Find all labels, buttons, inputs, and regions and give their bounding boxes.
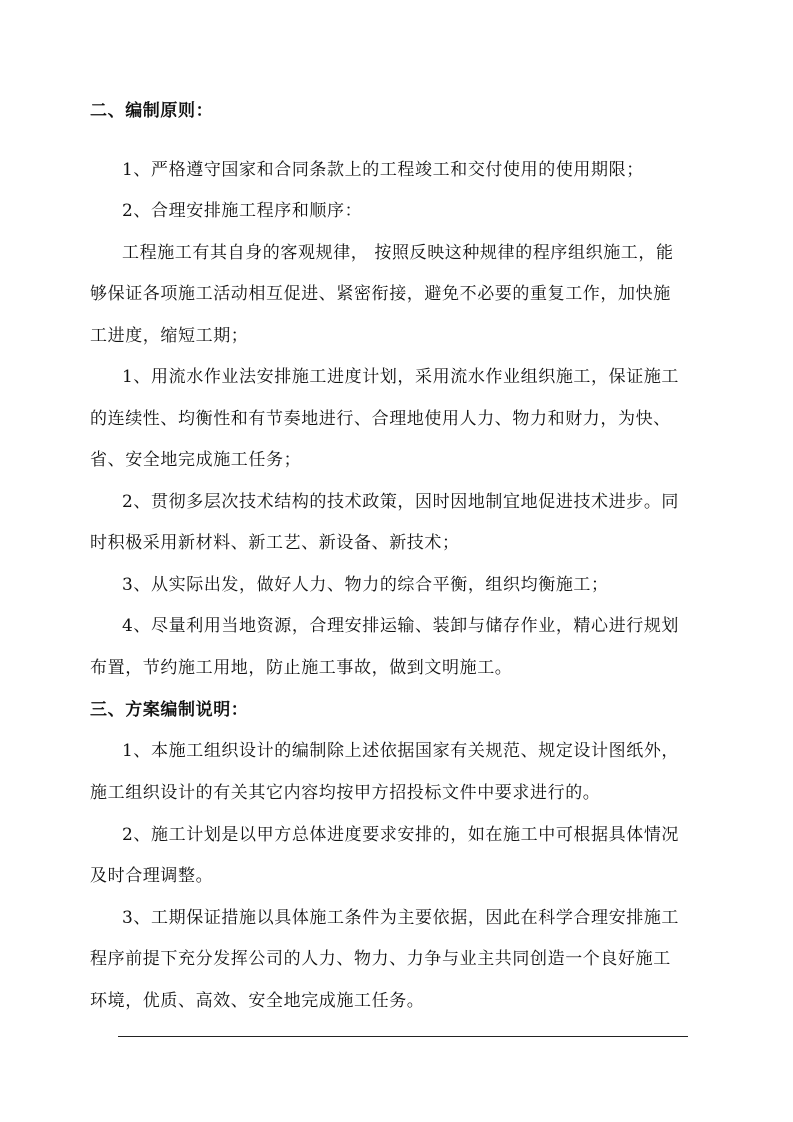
footer-rule	[118, 1036, 688, 1037]
paragraph-line: 环境，优质、高效、安全地完成施工任务。	[90, 991, 425, 1011]
section-heading-principles: 二、编制原则：	[90, 101, 214, 121]
section-heading-plan-notes: 三、方案编制说明：	[90, 700, 249, 720]
paragraph-line: 3、工期保证措施以具体施工条件为主要依据，因此在科学合理安排施工	[122, 908, 680, 928]
paragraph-line: 1、用流水作业法安排施工进度计划，采用流水作业组织施工，保证施工	[122, 367, 680, 387]
paragraph-line: 4、尽量利用当地资源，合理安排运输、装卸与储存作业，精心进行规划	[122, 616, 680, 636]
paragraph-line: 布置，节约施工用地，防止施工事故，做到文明施工。	[90, 658, 513, 678]
paragraph-line: 2、贯彻多层次技术结构的技术政策，因时因地制宜地促进技术进步。同	[122, 492, 680, 512]
paragraph-line: 2、合理安排施工程序和顺序：	[122, 201, 363, 221]
paragraph-line: 1、本施工组织设计的编制除上述依据国家有关规范、规定设计图纸外，	[122, 741, 680, 761]
paragraph-line: 3、从实际出发，做好人力、物力的综合平衡，组织均衡施工；	[122, 575, 609, 595]
paragraph-line: 够保证各项施工活动相互促进、紧密衔接，避免不必要的重复工作，加快施	[90, 284, 671, 304]
paragraph-line: 工程施工有其自身的客观规律， 按照反映这种规律的程序组织施工，能	[122, 243, 674, 263]
paragraph-line: 1、严格遵守国家和合同条款上的工程竣工和交付使用的使用期限；	[122, 160, 644, 180]
paragraph-line: 省、安全地完成施工任务；	[90, 450, 302, 470]
paragraph-line: 时积极采用新材料、新工艺、新设备、新技术；	[90, 533, 460, 553]
paragraph-line: 施工组织设计的有关其它内容均按甲方招投标文件中要求进行的。	[90, 783, 601, 803]
paragraph-line: 2、施工计划是以甲方总体进度要求安排的，如在施工中可根据具体情况	[122, 825, 680, 845]
paragraph-line: 的连续性、均衡性和有节奏地进行、合理地使用人力、物力和财力，为快、	[90, 409, 671, 429]
paragraph-line: 程序前提下充分发挥公司的人力、物力、力争与业主共同创造一个良好施工	[90, 949, 671, 969]
paragraph-line: 工进度，缩短工期；	[90, 326, 249, 346]
paragraph-line: 及时合理调整。	[90, 866, 214, 886]
